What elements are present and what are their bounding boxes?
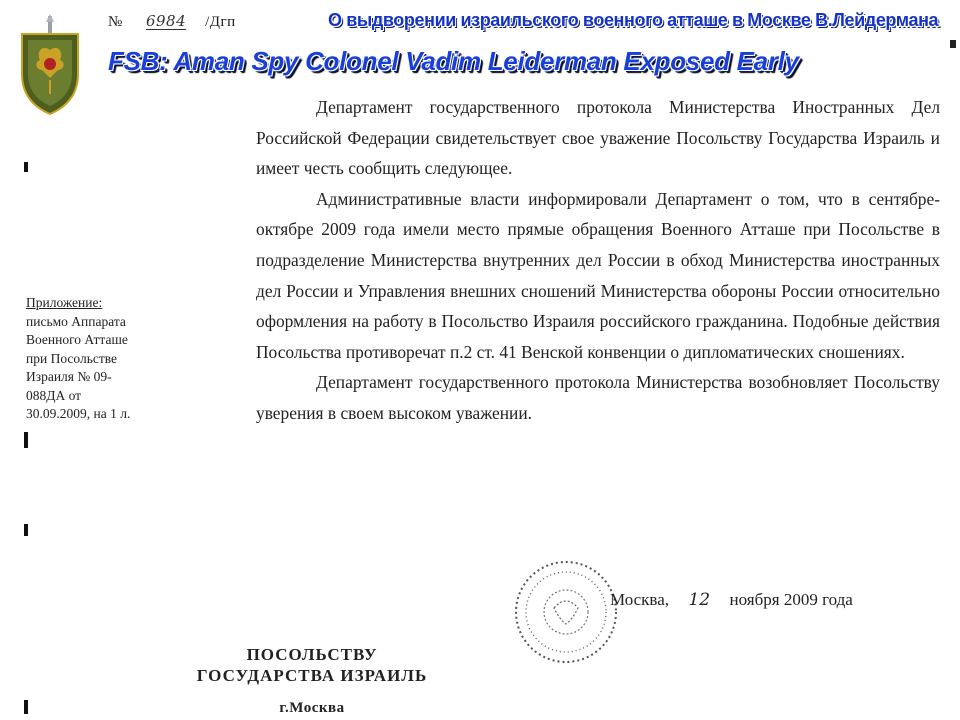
- official-seal-stamp: [508, 558, 628, 668]
- paragraph-greeting: Департамент государственного протокола Министерства Иностранных Дел Российской Федерации свидетельствует свое уважение Посольству Государства Израиль и имеет честь сообщить следующее.: [256, 97, 940, 179]
- document-number: [108, 12, 236, 31]
- signoff-day-handwritten: 12: [688, 590, 711, 610]
- recipient-line-2: ГОСУДАРСТВА ИЗРАИЛЬ: [196, 666, 428, 685]
- note-body: [256, 92, 940, 429]
- number-prefix: №: [108, 14, 123, 30]
- attachment-text: письмо Аппарата Военного Атташе при Посольстве Израиля № 09- 088ДА от 30.09.2009, на 1 л.: [26, 313, 131, 421]
- paragraph-main: Административные власти информировали Департамент о том, что в сентябре-октябре 2009 года имели место прямые обращения Военного Атташе при Посольстве в подразделение Министерства внутренних дел России в обход Министерства иностранных дел России и Управления внешних сношений Министерства обороны России относительно оформления на работу в Посольство Израиля российского гражданина. Подобные действия Посольства противоречат п.2 ст. 41 Венской конвенции о дипломатических сношениях.: [256, 188, 940, 362]
- signoff-date: ноября 2009 года: [729, 590, 853, 609]
- signoff-city: Москва,: [610, 590, 670, 609]
- margin-tick: [24, 162, 28, 172]
- place-and-date: [610, 590, 853, 610]
- margin-tick: [24, 432, 28, 448]
- number-handwritten: 6984: [145, 12, 187, 30]
- margin-tick: [24, 700, 28, 714]
- recipient-block: [162, 644, 462, 719]
- paragraph-closing: Департамент государственного протокола Министерства возобновляет Посольству уверения в своем высоком уважении.: [256, 372, 940, 423]
- recipient-city: г.Москва: [279, 700, 345, 716]
- margin-mark: [950, 40, 956, 48]
- attachment-title: Приложение:: [26, 295, 103, 310]
- attachment-note: [26, 294, 186, 424]
- number-suffix: /Дгп: [205, 14, 236, 30]
- recipient-line-1: ПОСОЛЬСТВУ: [246, 645, 378, 664]
- headline-russian: О выдворении израильского военного атташе в Москве В.Лейдермана: [328, 10, 939, 30]
- fsb-emblem-icon: [14, 14, 86, 118]
- margin-tick: [24, 524, 28, 536]
- headline-english: FSB: Aman Spy Colonel Vadim Leiderman Exposed Early: [108, 46, 799, 76]
